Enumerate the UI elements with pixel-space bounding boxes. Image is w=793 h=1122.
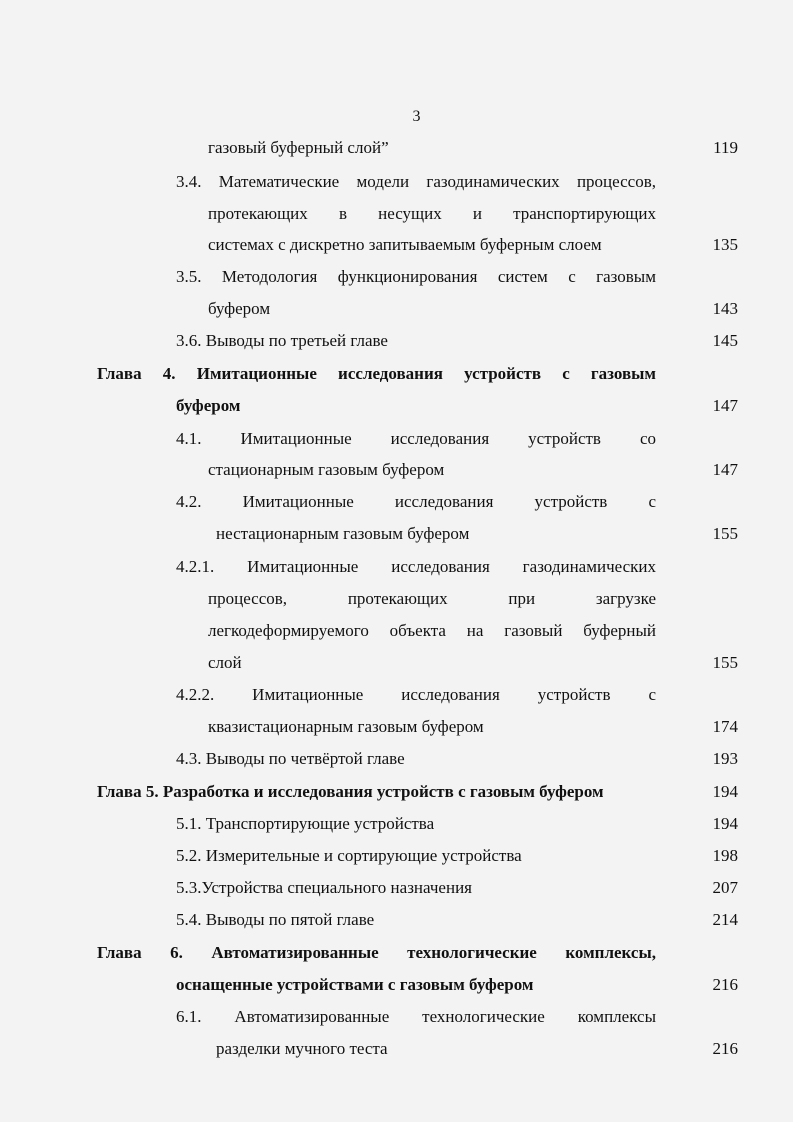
toc-line: 5.1. Транспортирующие устройства [176, 814, 435, 833]
toc-line: 4.2. Имитационные исследования устройств с [176, 492, 656, 511]
toc-line: квазистационарным газовым буфером [208, 717, 484, 736]
toc-page: 145 [712, 331, 738, 350]
toc-page: 194 [712, 782, 738, 801]
toc-page: 135 [712, 235, 738, 254]
toc-line: оснащенные устройствами с газовым буфером [176, 975, 534, 994]
toc-line: системах с дискретно запитываемым буферным слоем [208, 235, 602, 254]
toc-line: буфером [208, 299, 271, 318]
toc-page: 147 [712, 460, 738, 479]
toc-line: 3.5. Методология функционирования систем с газовым [176, 267, 656, 286]
toc-page: 198 [712, 846, 738, 865]
toc-line: 5.3.Устройства специального назначения [176, 878, 472, 897]
toc-line: 5.4. Выводы по пятой главе [176, 910, 375, 929]
toc-line: 6.1. Автоматизированные технологические комплексы [176, 1007, 656, 1026]
toc-page: 143 [712, 299, 738, 318]
toc-line: 3.6. Выводы по третьей главе [176, 331, 388, 350]
toc-line: протекающих в несущих и транспортирующих [208, 204, 656, 223]
toc-line: стационарным газовым буфером [208, 460, 445, 479]
toc-line: 4.2.2. Имитационные исследования устройств с [176, 685, 656, 704]
toc-line: слой [208, 653, 242, 672]
toc-page: 194 [712, 814, 738, 833]
toc-page: 155 [712, 653, 738, 672]
toc-line: разделки мучного теста [216, 1039, 388, 1058]
toc-page: 214 [712, 910, 738, 929]
toc-line: 3.4. Математические модели газодинамических процессов, [176, 172, 656, 191]
toc-line: 5.2. Измерительные и сортирующие устройства [176, 846, 522, 865]
toc-page: 174 [712, 717, 738, 736]
toc-line: Глава 6. Автоматизированные технологические комплексы, [97, 943, 656, 962]
toc-page: 147 [712, 396, 738, 415]
toc-line: Глава 5. Разработка и исследования устройств с газовым буфером [97, 782, 604, 801]
toc-page: 216 [712, 975, 738, 994]
toc-line: Глава 4. Имитационные исследования устройств с газовым [97, 364, 656, 383]
toc-line: 4.2.1. Имитационные исследования газодинамических [176, 557, 656, 576]
toc-page: 216 [712, 1039, 738, 1058]
toc-line: 4.3. Выводы по четвёртой главе [176, 749, 405, 768]
toc-page: 155 [712, 524, 738, 543]
toc-page: 119 [713, 138, 738, 157]
toc-line: буфером [176, 396, 241, 415]
page-number: 3 [412, 108, 421, 125]
toc-line: процессов, протекающих при загрузке [208, 589, 656, 608]
toc-page: 207 [712, 878, 738, 897]
toc-page: 193 [712, 749, 738, 768]
toc-line: 4.1. Имитационные исследования устройств со [176, 429, 656, 448]
toc-line: нестационарным газовым буфером [216, 524, 470, 543]
toc-line: газовый буферный слой” [208, 138, 389, 157]
toc-line: легкодеформируемого объекта на газовый буферный [208, 621, 656, 640]
